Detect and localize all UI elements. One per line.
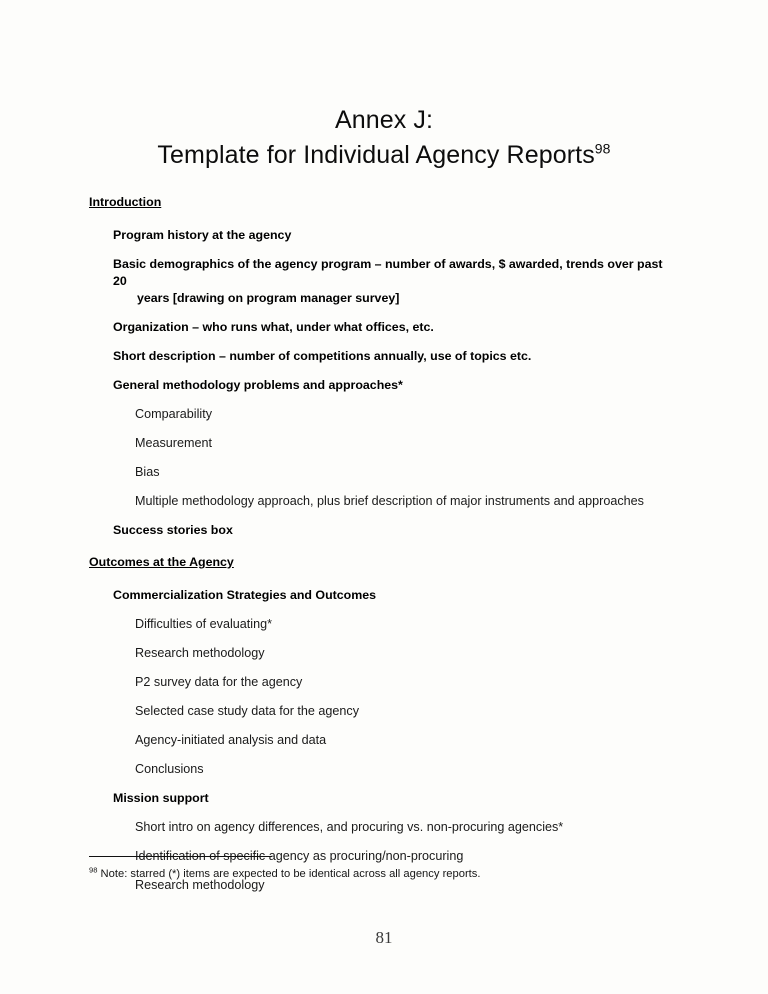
- section-heading: Introduction: [89, 195, 162, 209]
- outline-item-level-2: [135, 464, 695, 481]
- item-spacer: [0, 633, 768, 645]
- outline-item-text: Commercialization Strategies and Outcomes: [113, 588, 377, 602]
- outline-item-level-2: [135, 819, 695, 836]
- page-number: 81: [375, 928, 393, 947]
- outline-item-text: Short intro on agency differences, and procuring vs. non-procuring agencies*: [135, 820, 564, 834]
- outline-item-text: Identification of specific agency as procuring/non-procuring: [135, 849, 464, 863]
- outline-item-level-1: [113, 377, 673, 394]
- item-spacer: [0, 720, 768, 732]
- footnote-text: [89, 867, 768, 882]
- title-line-1: Annex J:: [334, 106, 434, 134]
- item-spacer: [0, 307, 768, 319]
- outline-item-text: Organization – who runs what, under what offices, etc.: [113, 320, 434, 334]
- item-spacer: [0, 778, 768, 790]
- outline-item-text: Research methodology: [135, 646, 265, 660]
- outline-item-level-2: [135, 674, 695, 691]
- outline-item-text: Research methodology: [135, 878, 265, 892]
- outline-item-level-2: [135, 645, 695, 662]
- outline-item-level-2: [135, 493, 695, 510]
- heading-spacer: [0, 570, 768, 587]
- outline-item-level-2: [135, 703, 695, 720]
- item-spacer: [0, 836, 768, 848]
- outline-item-level-2: [135, 761, 695, 778]
- outline-item-text: Comparability: [135, 407, 212, 421]
- outline-item-level-2: [135, 616, 695, 633]
- outline-item-text: Basic demographics of the agency program – number of awards, $ awarded, trends over past 20: [113, 257, 663, 288]
- item-spacer: [0, 807, 768, 819]
- title-footnote-marker: 98: [594, 140, 611, 157]
- footnote-body: Note: starred (*) items are expected to be identical across all agency reports.: [97, 868, 481, 880]
- item-spacer: [0, 604, 768, 616]
- item-spacer: [0, 481, 768, 493]
- outline-item-text: Short description – number of competitions annually, use of topics etc.: [113, 349, 532, 363]
- heading-spacer: [0, 210, 768, 227]
- item-spacer: [0, 662, 768, 674]
- item-spacer: [0, 423, 768, 435]
- outline-item-text: P2 survey data for the agency: [135, 675, 303, 689]
- item-spacer: [0, 510, 768, 522]
- title-line-2-text: Template for Individual Agency Reports: [157, 141, 595, 169]
- outline-item-level-1: [113, 227, 673, 244]
- outline-item-text: Measurement: [135, 436, 212, 450]
- outline-item-text: Mission support: [113, 791, 209, 805]
- outline-item-text: General methodology problems and approaches*: [113, 378, 403, 392]
- section-spacer: [0, 539, 768, 554]
- outline-item-level-2: [135, 406, 695, 423]
- item-spacer: [0, 691, 768, 703]
- outline-item-level-1: [113, 319, 673, 336]
- section-heading: Outcomes at the Agency: [89, 555, 234, 569]
- title-line-2: [0, 138, 768, 173]
- outline-item-level-2: [135, 435, 695, 452]
- item-spacer: [0, 749, 768, 761]
- outline-item-continuation: years [drawing on program manager survey]: [137, 291, 400, 305]
- item-spacer: [0, 452, 768, 464]
- outline-item-level-1: [113, 587, 673, 604]
- page-title: [0, 0, 768, 173]
- outline-item-text: Agency-initiated analysis and data: [135, 733, 327, 747]
- document-outline: [0, 173, 768, 894]
- outline-item-text: Multiple methodology approach, plus brief description of major instruments and approaches: [135, 494, 644, 508]
- outline-item-level-1: [113, 256, 673, 307]
- outline-item-text: Program history at the agency: [113, 228, 292, 242]
- item-spacer: [0, 365, 768, 377]
- outline-item-level-2: [135, 732, 695, 749]
- item-spacer: [0, 244, 768, 256]
- outline-item-text: Success stories box: [113, 523, 233, 537]
- footnote-area: [0, 856, 768, 882]
- outline-item-level-1: [113, 348, 673, 365]
- item-spacer: [0, 394, 768, 406]
- outline-item-text: Difficulties of evaluating*: [135, 617, 272, 631]
- outline-item-level-1: [113, 522, 673, 539]
- footnote-marker: 98: [89, 865, 98, 875]
- item-spacer: [0, 336, 768, 348]
- outline-item-text: Bias: [135, 465, 160, 479]
- footnote-separator-rule: [89, 856, 272, 857]
- outline-item-text: Conclusions: [135, 762, 204, 776]
- outline-item-text: Selected case study data for the agency: [135, 704, 360, 718]
- outline-item-level-1: [113, 790, 673, 807]
